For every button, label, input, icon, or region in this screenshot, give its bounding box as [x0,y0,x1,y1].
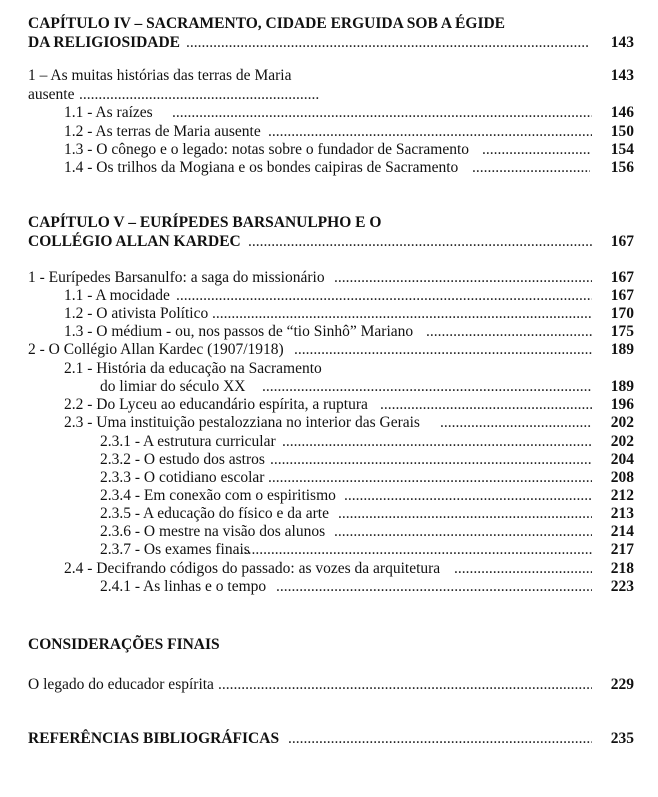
toc-entry-1-1[interactable] [0,104,658,122]
toc-entry-ch4-section-1-cont [0,86,658,104]
toc-entry-1-4[interactable] [0,159,658,177]
page-number: 235 [610,730,634,747]
entry-label: 2 - O Collégio Allan Kardec (1907/1918) [28,341,284,358]
toc-entry-1-2[interactable] [0,123,658,141]
page-number: 189 [610,341,634,358]
toc-entry-ch4-section-1[interactable] [0,67,658,85]
toc-entry-2-1 [0,360,658,378]
toc-entry-2-4[interactable] [0,560,658,578]
entry-label: 2.2 - Do Lyceu ao educandário espírita, a ruptura [64,396,368,413]
entry-label: O legado do educador espírita [28,676,214,693]
page-number: 167 [610,233,634,250]
dot-leader [426,323,592,341]
page-number: 202 [610,433,634,450]
entry-label: 2.3.5 - A educação do físico e da arte [100,505,329,522]
toc-entry-chapter-5[interactable] [0,233,658,251]
page-number: 167 [610,269,634,286]
page-number: 214 [610,523,634,540]
entry-label: 2.1 - História da educação na Sacramento [64,360,322,377]
page-number: 229 [610,676,634,693]
page-number: 204 [610,451,634,468]
dot-leader [248,233,592,251]
dot-leader [338,505,592,523]
toc-entry-2-3-2[interactable] [0,451,658,469]
dot-leader [268,469,592,487]
entry-label: 2.3.7 - Os exames finais [100,541,250,558]
dot-leader [440,414,592,432]
entry-label: 1.4 - Os trilhos da Mogiana e os bondes caipiras de Sacramento [64,159,459,176]
dot-leader [276,578,592,596]
page-number: 154 [610,141,634,158]
page-number: 156 [610,159,634,176]
page-number: 217 [610,541,634,558]
dot-leader [288,730,592,748]
dot-leader [262,378,592,396]
references-heading: REFERÊNCIAS BIBLIOGRÁFICAS [28,730,280,747]
entry-label: 1.1 - As raízes [64,104,153,121]
dot-leader [212,305,592,323]
chapter-5-title-cont: COLLÉGIO ALLAN KARDEC [28,233,241,250]
toc-entry-ch5-1-3[interactable] [0,323,658,341]
chapter-5-title-line-1 [0,214,658,232]
toc-entry-ch5-section-2[interactable] [0,341,658,359]
final-considerations-heading: CONSIDERAÇÕES FINAIS [28,636,220,653]
entry-label: 2.4 - Decifrando códigos do passado: as vozes da arquitetura [64,560,441,577]
page-number: 150 [610,123,634,140]
chapter-5-title: CAPÍTULO V – EURÍPEDES BARSANULPHO E O [28,214,382,231]
dot-leader [172,104,592,122]
chapter-4-title-line-1 [0,15,658,33]
entry-label: 2.3 - Uma instituição pestalozziana no interior das Gerais [64,414,420,431]
page-number: 143 [610,67,634,84]
chapter-4-title: CAPÍTULO IV – SACRAMENTO, CIDADE ERGUIDA SOB A ÉGIDE [28,15,506,32]
toc-entry-2-3-7[interactable] [0,541,658,559]
dot-leader [472,159,590,177]
page-number: 175 [610,323,634,340]
page-number: 196 [610,396,634,413]
toc-entry-chapter-4[interactable] [0,34,658,52]
toc-entry-2-3[interactable] [0,414,658,432]
dot-leader [79,86,319,104]
entry-label-cont: ausente [28,86,75,103]
toc-entry-final[interactable] [0,676,658,694]
entry-label: 1.2 - O ativista Político [64,305,209,322]
dot-leader [334,269,592,287]
dot-leader [282,433,592,451]
page-number: 223 [610,578,634,595]
toc-entry-2-1-cont[interactable] [0,378,658,396]
dot-leader [334,523,592,541]
toc-entry-2-3-5[interactable] [0,505,658,523]
toc-entry-2-3-1[interactable] [0,433,658,451]
entry-label: 2.4.1 - As linhas e o tempo [100,578,267,595]
entry-label: 2.3.1 - A estrutura curricular [100,433,276,450]
dot-leader [236,541,592,559]
toc-entry-ch5-1-1[interactable] [0,287,658,305]
final-heading-line [0,636,658,654]
entry-label: 1.3 - O médium - ou, nos passos de “tio Sinhô” Mariano [64,323,414,340]
toc-entry-references[interactable] [0,730,658,748]
entry-label: 2.3.3 - O cotidiano escolar [100,469,265,486]
toc-entry-2-3-6[interactable] [0,523,658,541]
toc-entry-2-3-3[interactable] [0,469,658,487]
page-number: 146 [610,104,634,121]
toc-entry-ch5-1-2[interactable] [0,305,658,323]
dot-leader [380,396,592,414]
dot-leader [218,676,592,694]
dot-leader [482,141,590,159]
entry-label: 1 – As muitas histórias das terras de Maria [28,67,292,84]
page-number: 213 [610,505,634,522]
toc-entry-1-3[interactable] [0,141,658,159]
entry-label: 2.3.4 - Em conexão com o espiritismo [100,487,336,504]
toc-entry-2-4-1[interactable] [0,578,658,596]
chapter-4-title-cont: DA RELIGIOSIDADE [28,34,181,51]
entry-label-cont: do limiar do século XX [100,378,246,395]
dot-leader [270,451,592,469]
toc-entry-ch5-section-1[interactable] [0,269,658,287]
toc-entry-2-3-4[interactable] [0,487,658,505]
entry-label: 2.3.6 - O mestre na visão dos alunos [100,523,326,540]
page-number: 218 [610,560,634,577]
entry-label: 1 - Eurípedes Barsanulfo: a saga do missionário [28,269,325,286]
page-number: 170 [610,305,634,322]
page-number: 208 [610,469,634,486]
page-number: 212 [610,487,634,504]
entry-label: 1.1 - A mocidade [64,287,170,304]
page-number: 202 [610,414,634,431]
entry-label: 1.2 - As terras de Maria ausente [64,123,261,140]
page-number: 167 [610,287,634,304]
dot-leader [268,123,592,141]
toc-entry-2-2[interactable] [0,396,658,414]
entry-label: 2.3.2 - O estudo dos astros [100,451,265,468]
dot-leader [176,287,592,305]
entry-label: 1.3 - O cônego e o legado: notas sobre o fundador de Sacramento [64,141,470,158]
dot-leader [344,487,592,505]
page-number: 143 [610,34,634,51]
dot-leader [454,560,592,578]
page-number: 189 [610,378,634,395]
dot-leader [186,34,590,52]
dot-leader [294,341,592,359]
